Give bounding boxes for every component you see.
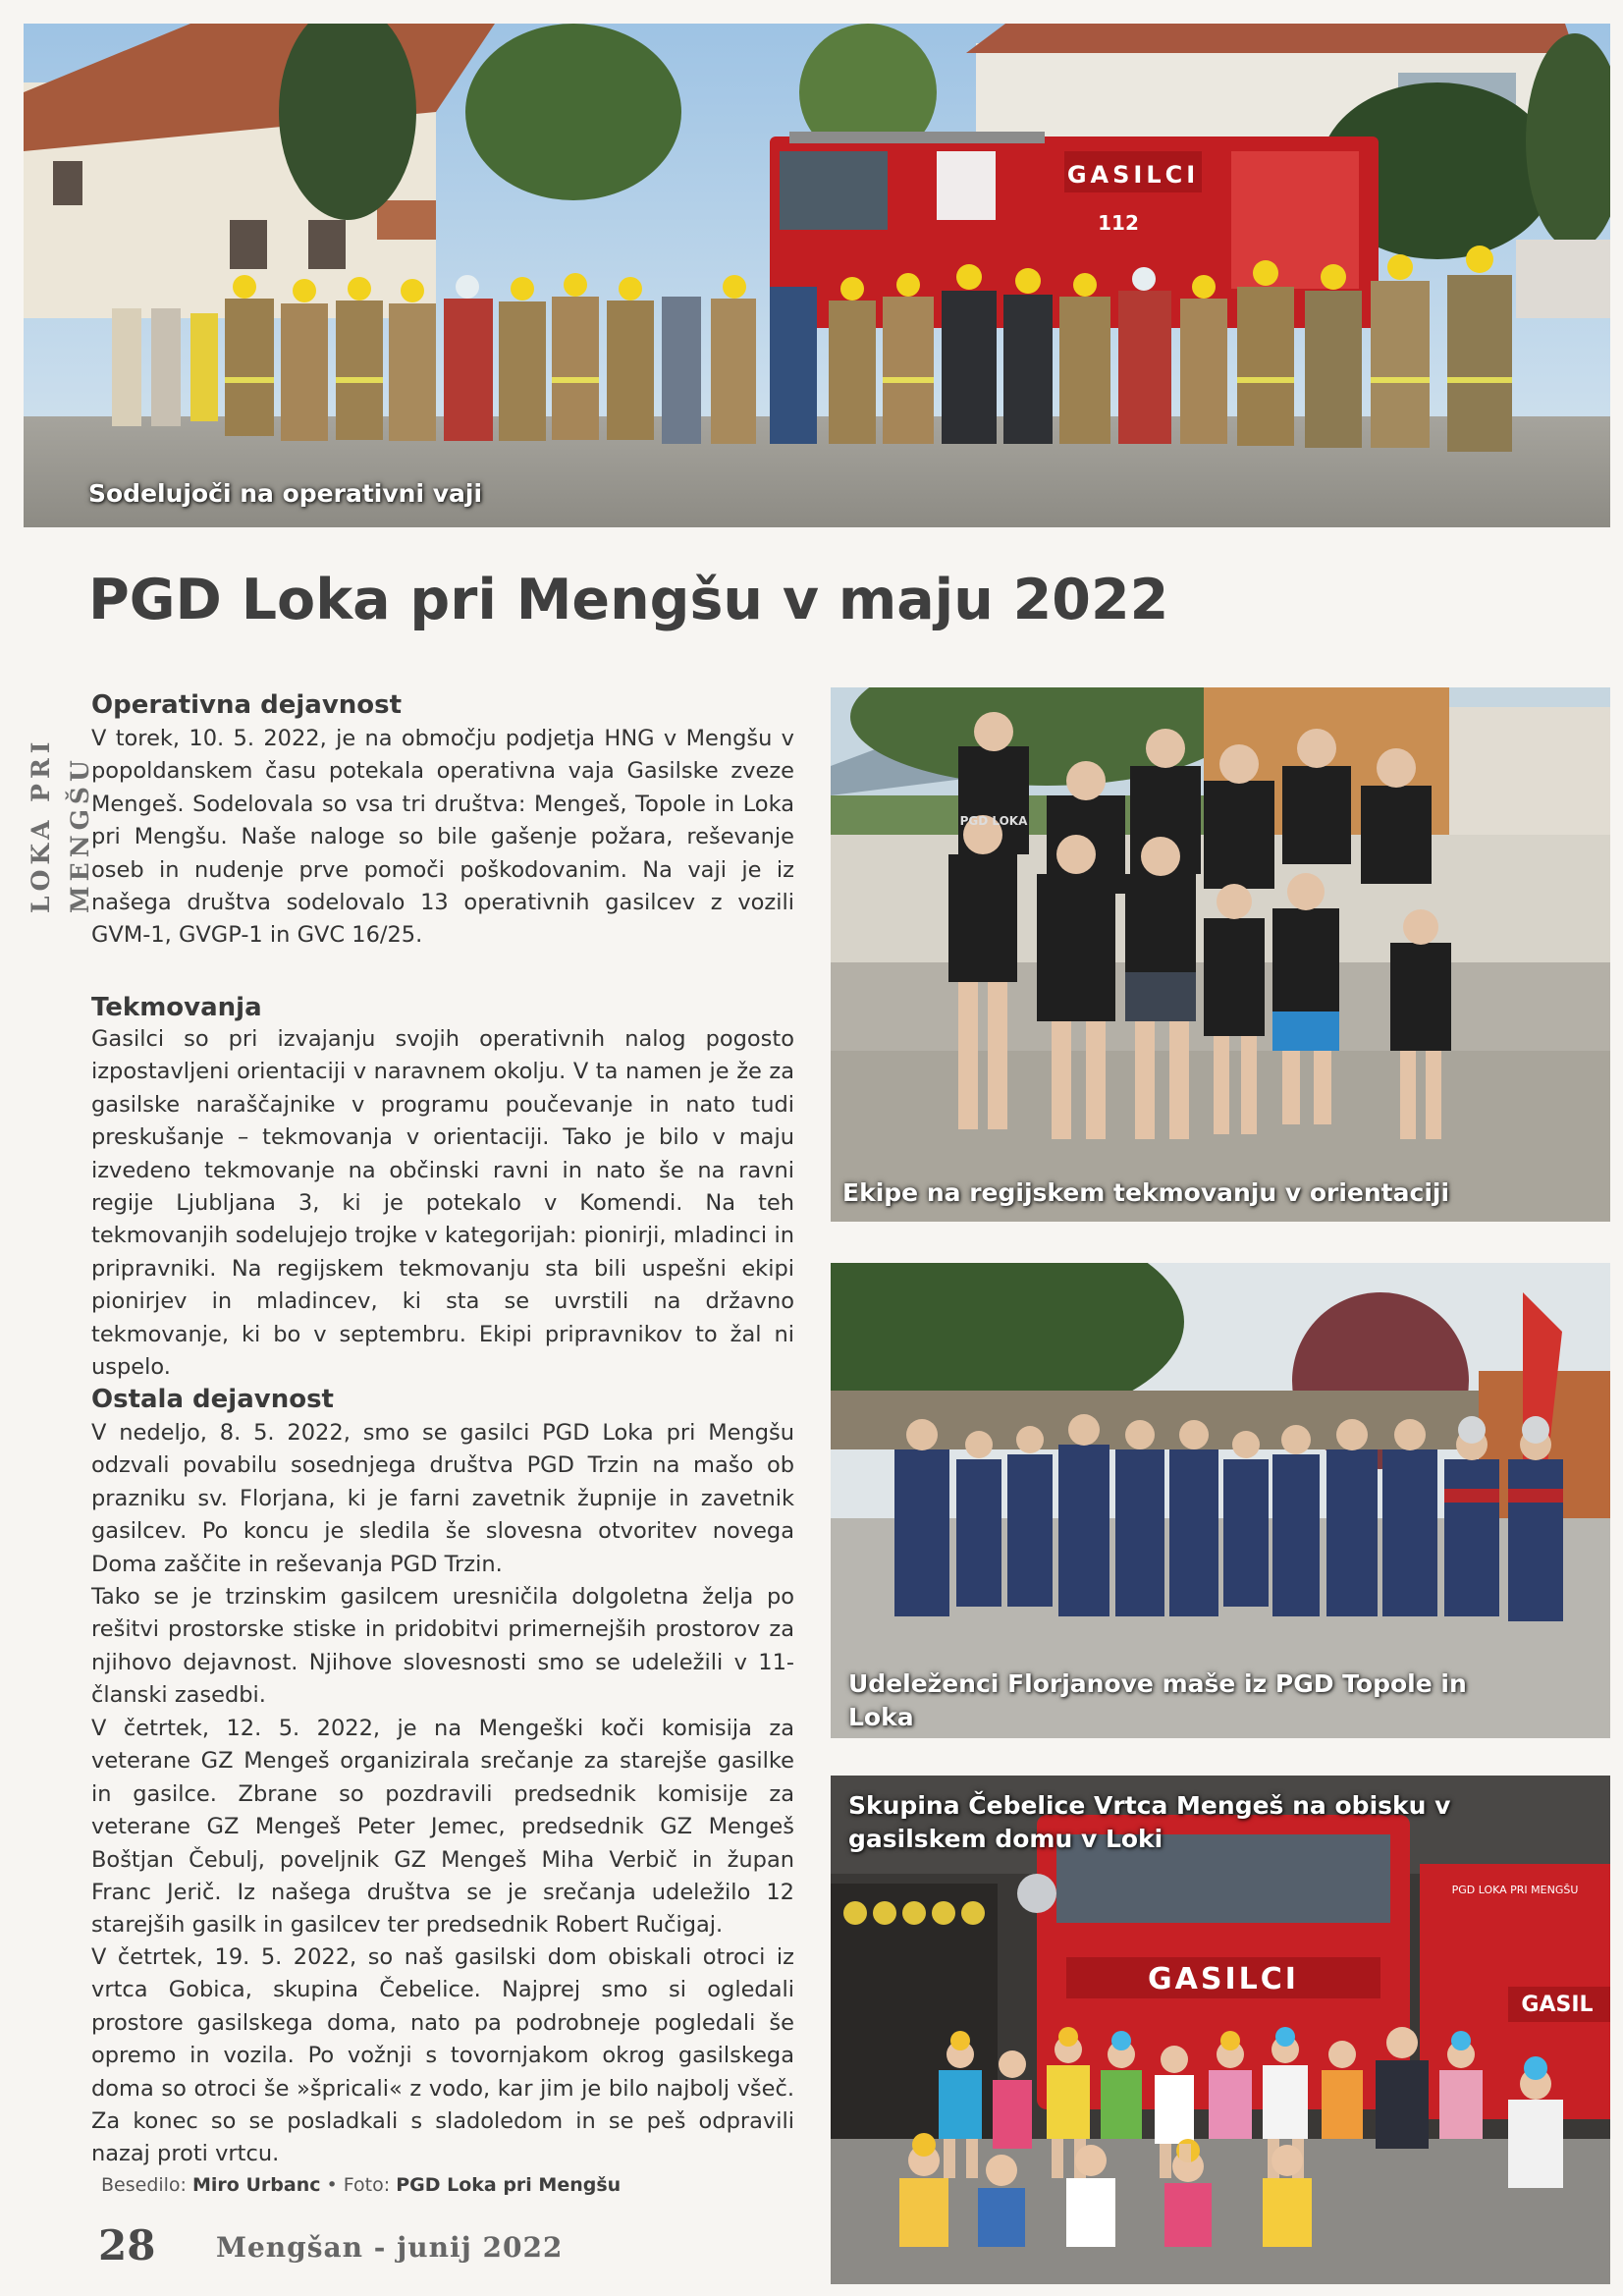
- page-number: 28: [98, 2221, 156, 2269]
- credits-author: Miro Urbanc: [192, 2174, 321, 2196]
- photo-operational-exercise-art: [24, 24, 1610, 527]
- credits-text-label: Besedilo:: [101, 2174, 187, 2196]
- photo-florjan-mass: [831, 1263, 1610, 1738]
- paragraph: Gasilci so pri izvajanju svojih operativnih nalog pogosto izpostavljeni orientaciji v naravnem okolju. V ta namen je že za gasilske naraščajnike v programu poučevanje in nato tudi preskušanje – tekmovanja v orientaciji. Tako je bilo v maju izvedeno tekmovanje na občinski ravni in nato še na ravni regije Ljubljana 3, ki je potekalo v Komendi. Na teh tekmovanjih sodelujejo trojke v kategorijah: pionirji, mladinci in pripravniki. Na regijskem tekmovanju sta bili uspešni ekipi pionirjev in mladincev, ki sta se uvrstili na državno tekmovanje, ki bo v septembru. Ekipi pripravnikov to žal ni uspelo.: [91, 1026, 794, 1381]
- paragraph: V četrtek, 12. 5. 2022, je na Mengeški koči komisija za veterane GZ Mengeš organizirala srečanje za starejše gasilke in gasilce. Zbrane so pozdravili predsednik komisije za veterane GZ Mengeš Peter Jemec, predsednik GZ Mengeš Boštjan Čebulj, poveljnik GZ Mengeš Miha Verbič in župan Franc Jerič. Iz našega društva se je srečanja udeležilo 12 starejših gasilk in gasilcev ter predsednik Robert Ručigaj.: [91, 1716, 794, 1939]
- photo-caption: Sodelujoči na operativni vaji: [88, 479, 483, 508]
- truck-number: 112: [1098, 211, 1139, 235]
- publication-name: Mengšan - junij 2022: [216, 2231, 564, 2264]
- section-heading-tekmovanja: Tekmovanja: [91, 993, 262, 1022]
- credits-photo-label: Foto:: [343, 2174, 391, 2196]
- truck-label-right: GASIL: [1521, 1993, 1594, 2017]
- photo-competition-teams-art: [831, 687, 1610, 1222]
- paragraph: V četrtek, 19. 5. 2022, so naš gasilski dom obiskali otroci iz vrtca Gobica, skupina Čebelice. Najprej smo si ogledali prostore gasilskega doma, nato pa podrobneje pogledali še opremo in vozila. Po vožnji s tovornjakom okrog gasilskega doma so otroci še »špricali« z vodo, kar jim je bilo najbolj všeč. Za konec so se posladkali s sladoledom in se peš odpravili nazaj proti vrtcu.: [91, 1944, 794, 2167]
- article-credits: [101, 2174, 621, 2196]
- truck-label: GASILCI: [1148, 1962, 1299, 1996]
- shirt-label: PGD LOKA: [959, 814, 1028, 828]
- truck-subtitle: PGD LOKA PRI MENGŠU: [1451, 1884, 1579, 1896]
- photo-caption: Udeleženci Florjanove maše iz PGD Topole in Loka: [848, 1669, 1467, 1731]
- section-heading-operativna: Operativna dejavnost: [91, 690, 403, 720]
- section-heading-ostala: Ostala dejavnost: [91, 1385, 334, 1414]
- paragraph: V torek, 10. 5. 2022, je na območju podjetja HNG v Mengšu v popoldanskem času potekala operativna vaja Gasilske zveze Mengeš. Sodelovala so vsa tri društva: Mengeš, Topole in Loka pri Mengšu. Naše naloge so bile gašenje požara, reševanje oseb in nudenje prve pomoči poškodovanim. Na vaji je iz našega društva sodelovalo 13 operativnih gasilcev z vozili GVM-1, GVGP-1 in GVC 16/25.: [91, 726, 794, 949]
- paragraph: V nedeljo, 8. 5. 2022, smo se gasilci PGD Loka pri Mengšu odzvali povabilu sosednjega društva PGD Trzin na mašo ob prazniku sv. Florjana, ki je farni zavetnik župnije in zavetnik gasilcev. Po koncu je sledila še slovesna otvoritev novega Doma zaščite in reševanja PGD Trzin.: [91, 1420, 794, 1577]
- photo-caption: Skupina Čebelice Vrtca Mengeš na obisku v gasilskem domu v Loki: [848, 1791, 1451, 1853]
- photo-operational-exercise: [24, 24, 1610, 527]
- photo-caption: Ekipe na regijskem tekmovanju v orientaciji: [842, 1178, 1450, 1207]
- sidebar-section-label: LOKA PRI MENGŠU: [27, 737, 94, 913]
- paragraph: Tako se je trzinskim gasilcem uresničila dolgoletna želja po rešitvi prostorske stiske in pridobitvi primernejših prostorov za njihovo dejavnost. Njihove slovesnosti smo se udeležili v 11-članski zasedbi.: [91, 1584, 794, 1709]
- photo-kindergarten-visit: [831, 1776, 1610, 2284]
- credits-photographer: PGD Loka pri Mengšu: [396, 2174, 622, 2196]
- photo-competition-teams: [831, 687, 1610, 1222]
- credits-separator: •: [320, 2174, 344, 2196]
- article-title: PGD Loka pri Mengšu v maju 2022: [88, 568, 1169, 632]
- truck-label: GASILCI: [1066, 161, 1200, 189]
